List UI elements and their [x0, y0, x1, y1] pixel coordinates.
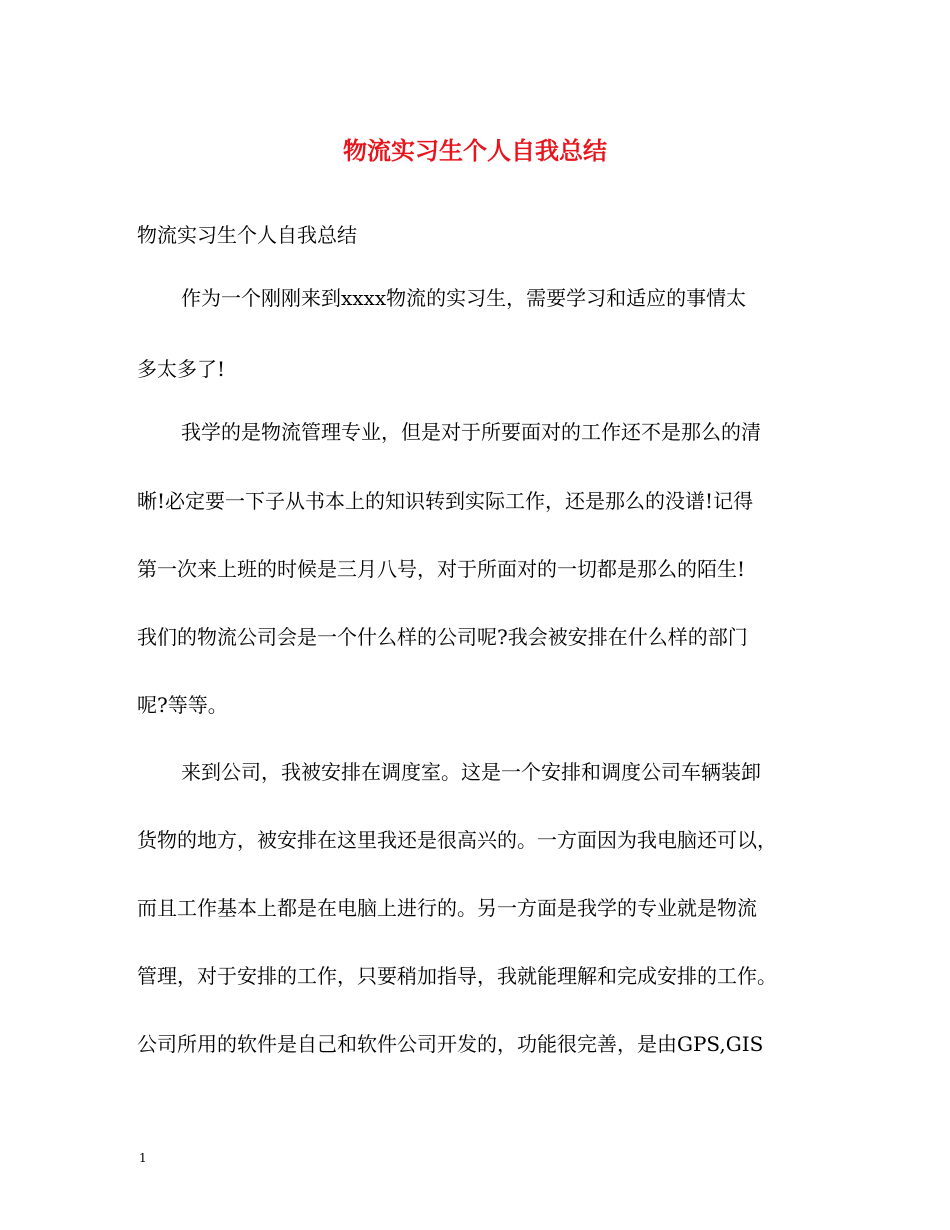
paragraph-line: 来到公司，我被安排在调度室。这是一个安排和调度公司车辆装卸 [181, 760, 761, 784]
paragraph-line: 我们的物流公司会是一个什么样的公司呢?我会被安排在什么样的部门 [137, 625, 748, 649]
paragraph-line: 公司所用的软件是自己和软件公司开发的，功能很完善，是由GPS,GIS [137, 1032, 764, 1056]
paragraph-line: 第一次来上班的时候是三月八号，对于所面对的一切都是那么的陌生! [137, 557, 746, 581]
document-subtitle: 物流实习生个人自我总结 [137, 223, 357, 247]
document-title: 物流实习生个人自我总结 [343, 136, 607, 165]
paragraph-line: 我学的是物流管理专业，但是对于所要面对的工作还不是那么的清 [181, 420, 761, 444]
paragraph-line: 货物的地方，被安排在这里我还是很高兴的。一方面因为我电脑还可以， [137, 828, 777, 852]
paragraph-line: 晰!必定要一下子从书本上的知识转到实际工作，还是那么的没谱!记得 [137, 489, 754, 513]
page-number: 1 [139, 1151, 147, 1165]
paragraph-line: 呢?等等。 [137, 693, 228, 717]
paragraph-line: 管理，对于安排的工作，只要稍加指导，我就能理解和完成安排的工作。 [137, 964, 777, 988]
paragraph-line: 而且工作基本上都是在电脑上进行的。另一方面是我学的专业就是物流 [137, 896, 757, 920]
paragraph-line: 多太多了! [137, 357, 226, 381]
paragraph-line: 作为一个刚刚来到xxxx物流的实习生，需要学习和适应的事情太 [181, 286, 747, 310]
